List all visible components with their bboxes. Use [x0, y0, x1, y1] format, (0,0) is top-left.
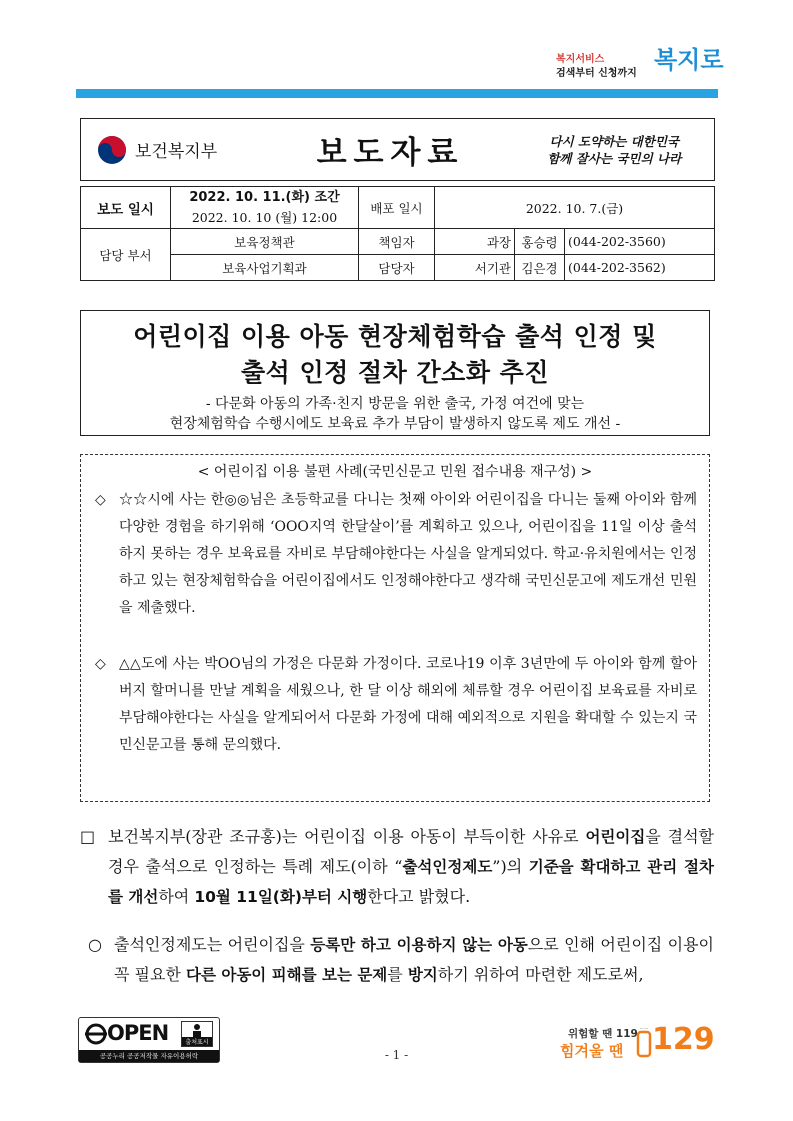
p1-text: 한다고 밝혔다. — [367, 887, 471, 906]
p1-emph: 어린이집 — [585, 828, 646, 846]
case-text: △△도에 사는 박OO님의 가정은 다문화 가정이다. 코로나19 이후 3년만에 두 아이와 함께 할아버지 할머니를 만날 계획을 세웠으나, 한 달 이상 해외에 체류할 경우 어린이집 보육료를 자비로 부담해야한다는 사실을 알게되어서 다문화 가정에 대해 예외적으로 지원을 확대할 수 있는지 국민신문고를 통해 문의했다. — [119, 656, 697, 753]
release-label: 보도 일시 — [81, 187, 171, 229]
release-time-cell — [171, 187, 359, 229]
title-cell — [267, 119, 515, 181]
slogan-cell — [515, 119, 715, 181]
p1-text: 보건복지부(장관 조규홍)는 어린이집 이용 아동이 부득이한 사유로 — [108, 827, 586, 846]
p2-text: 출석인정제도는 어린이집을 — [114, 935, 311, 954]
promo-line1: 복지서비스 — [556, 54, 605, 65]
open-circle-icon — [85, 1023, 107, 1045]
attribution-label: 출처표시 — [182, 1037, 212, 1046]
diamond-bullet-icon: ◇ — [95, 492, 106, 508]
p1-text: 하여 — [158, 887, 195, 906]
responsible-phone: (044-202-3560) — [565, 229, 715, 255]
p1-emph: 출석인정제도 — [402, 858, 493, 876]
p1-text: ”)의 — [492, 857, 529, 876]
staff-phone: (044-202-3562) — [565, 255, 715, 281]
p2-emph: 방지 — [407, 966, 438, 984]
dept-2: 보육사업기획과 — [171, 255, 359, 281]
distribution-date: 2022. 10. 7.(금) — [435, 187, 715, 229]
diamond-bullet-icon: ◇ — [95, 656, 106, 672]
release-time-main: 2022. 10. 11.(화) 조간 — [189, 189, 340, 205]
p1-emph: 10월 11일(화)부터 시행 — [194, 888, 368, 906]
staff-name: 김은경 — [515, 255, 565, 281]
dept-1: 보육정책관 — [171, 229, 359, 255]
staff-label: 담당자 — [359, 255, 435, 281]
distribution-label: 배포 일시 — [359, 187, 435, 229]
bokjiro-logo: 복지로 — [654, 46, 724, 74]
responsible-name: 홍승령 — [515, 229, 565, 255]
headline-subtitle-line1: - 다문화 아동의 가족·친지 방문을 위한 출국, 가정 여건에 맞는 — [205, 396, 585, 412]
slogan-line1: 다시 도약하는 대한민국 — [549, 133, 679, 149]
headline-box — [80, 310, 710, 436]
circle-bullet-icon: ○ — [88, 935, 102, 954]
attribution-icon — [181, 1021, 213, 1047]
body-paragraph-2 — [88, 930, 714, 990]
case-text: ☆☆시에 사는 한◎◎님은 초등학교를 다니는 첫째 아이와 어린이집을 다니는 둘째 아이와 함께 다양한 경험을 하기위해 ‘OOO지역 한달살이’를 계획하고 있으나, 어린이집을 11일 이상 출석하지 못하는 경우 보육료를 자비로 부담해야한다는 사실을 알게되었다. 학교·유치원에서는 인정하고 있는 현장체험학습을 어린이집에서도 인정해야한다고 생각해 국민신문고에 제도개선 민원을 제출했다. — [119, 492, 697, 616]
p2-text: 으로 인해 어린이집 이용이 꼭 필요한 — [114, 935, 714, 984]
p2-text: 하기 위하여 마련한 제도로써, — [437, 965, 644, 984]
hotline-number: 129 — [652, 1022, 715, 1057]
open-caption: 공공누리 공공저작물 자유이용허락 — [79, 1050, 219, 1062]
p2-text: 를 — [387, 965, 408, 984]
responsible-label: 책임자 — [359, 229, 435, 255]
open-logo — [83, 1021, 177, 1047]
document-title: 보도자료 — [316, 135, 465, 171]
square-bullet-icon: □ — [80, 827, 96, 846]
hotline-129-logo — [560, 1022, 720, 1072]
phone-icon — [636, 1028, 652, 1058]
cases-title: < 어린이집 이용 불편 사례(국민신문고 민원 접수내용 재구성) > — [197, 464, 593, 480]
body-paragraph-1 — [80, 822, 714, 912]
taegeuk-icon — [97, 135, 127, 165]
headline-subtitle-line2: 현장체험학습 수행시에도 보육료 추가 부담이 발생하지 않도록 제도 개선 - — [169, 416, 621, 432]
dept-label: 담당 부서 — [81, 229, 171, 281]
headline-title-line1: 어린이집 이용 아동 현장체험학습 출석 인정 및 — [133, 322, 657, 351]
case-item — [95, 651, 697, 759]
case-item — [95, 487, 697, 622]
ministry-logo-cell — [81, 119, 267, 181]
open-label: OPEN — [107, 1021, 169, 1045]
staff-title: 서기관 — [435, 255, 515, 281]
hotline-big: 힘겨울 땐 — [560, 1042, 624, 1060]
p1-emph: 기준을 확대하고 관리 절차를 개선 — [108, 858, 715, 906]
person-icon — [190, 1023, 204, 1037]
page-number: - 1 - — [384, 1048, 409, 1062]
slogan — [515, 133, 715, 167]
p2-emph: 등록만 하고 이용하지 않는 아동 — [310, 936, 528, 954]
complaint-cases-box — [80, 454, 710, 802]
p1-text: 을 결석할 경우 출석으로 인정하는 특례 제도(이하 “ — [108, 827, 714, 876]
press-release-header-table — [80, 118, 715, 281]
promo-line2: 검색부터 신청까지 — [556, 68, 637, 79]
header-blue-bar — [76, 89, 718, 98]
responsible-title: 과장 — [435, 229, 515, 255]
p2-emph: 다른 아동이 피해를 보는 문제 — [186, 966, 388, 984]
release-time-embargo: 2022. 10. 10 (월) 12:00 — [191, 209, 338, 225]
slogan-line2: 함께 잘사는 국민의 나라 — [547, 150, 682, 166]
ministry-name: 보건복지부 — [135, 142, 218, 162]
hotline-small: 위험할 땐 119 — [568, 1028, 638, 1040]
bokjiro-promo — [556, 48, 736, 84]
headline-title-line2: 출석 인정 절차 간소화 추진 — [241, 358, 549, 387]
